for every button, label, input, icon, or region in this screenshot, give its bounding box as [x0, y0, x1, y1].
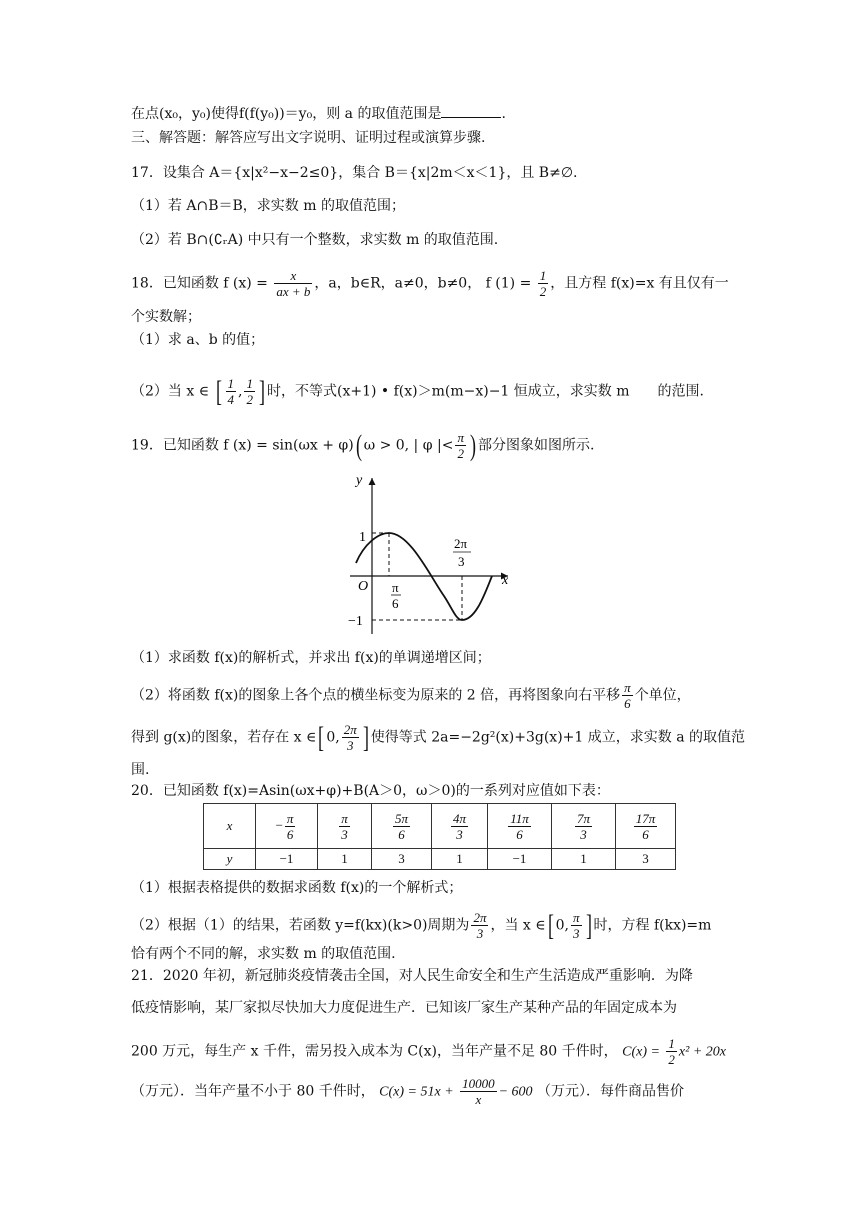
text: . [501, 106, 506, 122]
text: 使得等式 2a=−2g²(x)+3g(x)+1 成立，求实数 a 的取值范 [370, 729, 745, 746]
fraction: $\frac{\pi}{3}$ [572, 910, 580, 941]
text: 19．已知函数 f (x) = sin(ωx + φ) [131, 437, 354, 454]
text: ω > 0, | φ |< [363, 437, 454, 454]
text: 时，不等式(x+1) • f(x)＞m(m−x)−1 恒成立，求实数 m 的范围. [266, 383, 704, 400]
text: （2）将函数 f(x)的图象上各个点的横坐标变为原来的 2 倍，再将图象向右平移 [131, 687, 621, 704]
text: （2）当 x ∈ [131, 383, 210, 400]
bracket: ) [469, 428, 476, 462]
text: 个单位， [634, 687, 691, 704]
cell-x-3: $\frac{4\pi}{3}$ [432, 804, 488, 849]
fraction: $\frac{2\pi}{3}$ [343, 722, 357, 753]
fraction: $\frac{2\pi}{3}$ [473, 910, 487, 941]
section-heading: 三、解答题：解答应写出文字说明、证明过程或演算步骤. [131, 130, 486, 146]
fraction: $\frac{\pi}{6}$ [624, 680, 631, 711]
cell-x-2: $\frac{5\pi}{6}$ [372, 804, 432, 849]
fraction: $\frac{\pi}{2}$ [457, 430, 464, 461]
cell-x-1: $\frac{\pi}{3}$ [318, 804, 372, 849]
question-21-line-4 [131, 1076, 684, 1107]
x-tick-2pi3-num: 2π [454, 536, 468, 551]
bracket: ] [362, 720, 369, 754]
values-table [203, 803, 676, 870]
fraction: $\frac{1}{2}$ [539, 268, 547, 299]
table-row-x [204, 804, 676, 849]
question-19-part-1: （1）求函数 f(x)的解析式，并求出 f(x)的单调递增区间； [131, 650, 491, 666]
text: ，当 x ∈ [490, 917, 546, 934]
question-20-part-2 [131, 910, 711, 941]
question-17: 17．设集合 A＝{x|x²−x−2≤0}，集合 B＝{x|2m＜x＜1}，且 B≠∅. [131, 165, 578, 181]
y-axis-label: y [356, 473, 363, 488]
question-21-line-2: 低疫情影响，某厂家拟尽快加大力度促进生产．已知该厂家生产某种产品的年固定成本为 [131, 1000, 677, 1016]
question-21-line-1: 21．2020 年初，新冠肺炎疫情袭击全国，对人民生命安全和生产生活造成严重影响．为降 [131, 968, 693, 984]
x-axis-label: x [502, 573, 509, 588]
cell-x-0: − $\frac{\pi}{6}$ [256, 804, 318, 849]
cell-x-4: $\frac{11\pi}{6}$ [488, 804, 552, 849]
question-19 [131, 430, 594, 461]
row-header-x: x [204, 804, 256, 849]
question-16-tail [131, 104, 506, 124]
cell-y-1: 1 [318, 849, 372, 870]
question-18-cont: 个实数解； [131, 309, 201, 325]
fraction: $\frac{1}{4}$ [227, 376, 235, 407]
bracket: [ [215, 374, 222, 408]
answer-blank[interactable] [441, 105, 501, 118]
question-19-part-2 [131, 680, 691, 711]
question-20-part-2-cont: 恰有两个不同的解，求实数 m 的取值范围. [131, 946, 396, 962]
bracket: ] [258, 374, 265, 408]
cell-y-5: 1 [552, 849, 616, 870]
text: 在点(x₀，y₀)使得f(f(y₀))＝y₀，则 a 的取值范围是 [131, 106, 442, 122]
text: C(x) = 51x + [379, 1084, 454, 1100]
text: 0, [555, 917, 569, 934]
text: （2）根据（1）的结果，若函数 y=f(kx)(k>0)周期为 [131, 917, 470, 934]
question-18-part-2: （2）当 x ∈ [ $\frac{1}{4}$ , $\frac{1}{2}$ ] 时，不等式(x+1) • f(x)＞m(m−x)−1 恒成立，求实数 m 的范围. [131, 374, 704, 408]
text: 得到 g(x)的图象，若存在 x ∈ [131, 729, 317, 746]
bracket: [ [318, 720, 325, 754]
cell-y-0: −1 [256, 849, 318, 870]
question-18 [131, 268, 729, 299]
question-18-part-1: （1）求 a、b 的值； [131, 332, 265, 348]
text: （万元）．每件商品售价 [537, 1083, 685, 1100]
question-17-part-2: （2）若 B∩(∁ᵣA) 中只有一个整数，求实数 m 的取值范围. [131, 232, 499, 248]
question-20-part-1: （1）根据表格提供的数据求函数 f(x)的一个解析式； [131, 880, 463, 896]
question-19-part-2-end: 围. [131, 762, 150, 778]
text: − 600 [498, 1084, 533, 1100]
bracket: [ [547, 908, 554, 942]
origin-label: O [358, 579, 369, 594]
question-19-part-2-cont [131, 722, 745, 753]
cell-y-3: 1 [432, 849, 488, 870]
x-tick-pi6-num: π [392, 580, 399, 595]
cell-x-5: $\frac{7\pi}{3}$ [552, 804, 616, 849]
fraction: $\frac{x}{ax + b}$ [276, 268, 311, 299]
table-row-y [204, 849, 676, 870]
text: 0, [326, 729, 340, 746]
cell-x-6: $\frac{17\pi}{6}$ [616, 804, 676, 849]
x-tick-2pi3-den: 3 [458, 554, 465, 569]
text: ，且方程 f(x)=x 有且仅有一 [550, 275, 729, 292]
text: f (1) = [485, 275, 532, 292]
x-tick-pi6-den: 6 [392, 596, 399, 611]
cell-y-6: 3 [616, 849, 676, 870]
text: 18．已知函数 f (x) = [131, 275, 268, 292]
fraction: $\frac{1}{2}$ [246, 376, 253, 407]
text: 200 万元，每生产 x 千件，需另投入成本为 C(x)，当年产量不足 80 千件时， [131, 1043, 618, 1060]
sine-graph [340, 466, 520, 646]
y-tick-neg1: −1 [348, 614, 363, 629]
text: 时，方程 f(kx)=m [593, 917, 712, 934]
text: （万元）．当年产量不小于 80 千件时， [131, 1083, 375, 1100]
row-header-y: y [204, 849, 256, 870]
bracket: ] [585, 908, 592, 942]
fraction: $\frac{1}{2}$ [668, 1036, 675, 1067]
text: 部分图象如图所示. [477, 437, 595, 454]
text: C(x) = [622, 1044, 660, 1060]
y-tick-1: 1 [359, 530, 366, 545]
question-17-part-1: （1）若 A∩B＝B，求实数 m 的取值范围； [131, 198, 405, 214]
bracket: ( [355, 428, 362, 462]
question-20: 20．已知函数 f(x)=Asin(ωx+φ)+B(A＞0，ω＞0)的一系列对应值如下表： [131, 783, 610, 799]
text: x² + 20x [678, 1044, 726, 1060]
question-21-line-3 [131, 1036, 726, 1067]
fraction: $\frac{10000}{x}$ [462, 1076, 495, 1107]
cell-y-2: 3 [372, 849, 432, 870]
text: ，a，b∈R，a≠0，b≠0， [314, 275, 482, 292]
cell-y-4: −1 [488, 849, 552, 870]
